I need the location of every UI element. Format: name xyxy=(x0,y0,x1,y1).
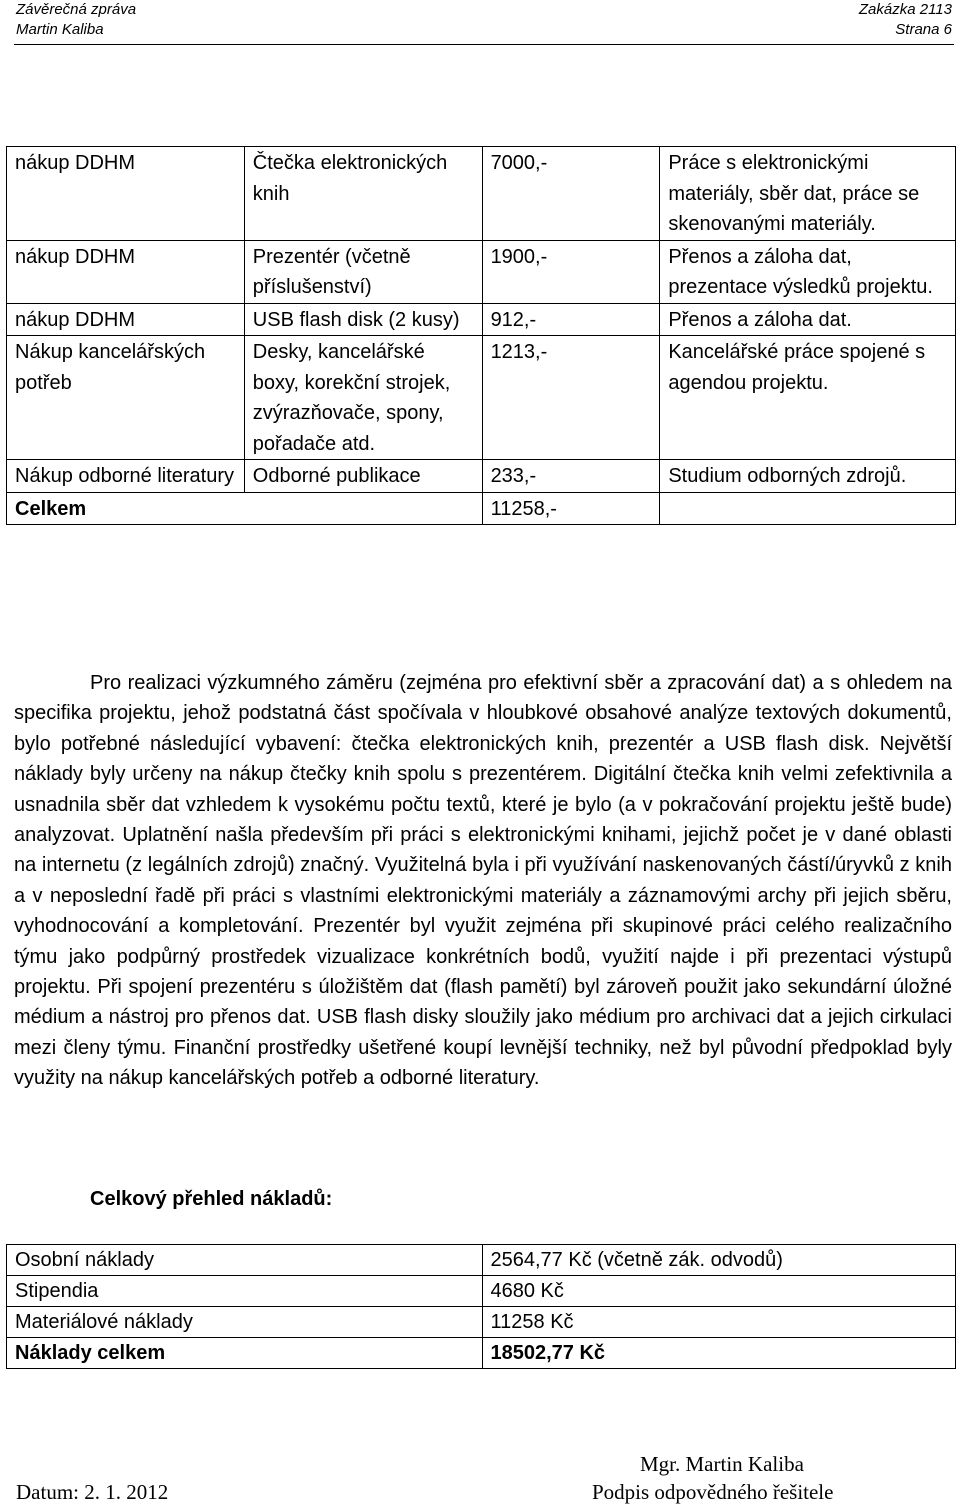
table-row xyxy=(7,303,956,336)
amount-cell: 7000,- xyxy=(482,147,660,241)
table-row xyxy=(7,1276,956,1307)
header-right xyxy=(859,0,952,40)
table-row xyxy=(7,460,956,493)
table-row xyxy=(7,240,956,303)
purpose-cell: Přenos a záloha dat. xyxy=(660,303,956,336)
item-cell: Čtečka elektronických knih xyxy=(244,147,482,241)
paragraph: Pro realizaci výzkumného záměru (zejména pro efektivní sběr a zpracování dat) a s ohledem na specifika projektu, jehož podstatná část spočívala v hloubkové obsahové analýze textových dokumentů, bylo potřebné následující vybavení: čtečka elektronických knih, prezentér a USB flash disk. Největší náklady byly určeny na nákup čtečky knih spolu s prezentérem. Digitální čtečka knih velmi zefektivnila a usnadnila sběr dat vzhledem k vysokému počtu textů, které je bylo (a v pokračování projektu ještě bude) analyzovat. Uplatnění našla především při práci s elektronickými knihami, jejichž počet je v dané oblasti na internetu (z legálních zdrojů) značný. Využitelná byla i při využívání naskenovaných částí/úryvků z knih a v neposlední řadě při práci s vlastními elektronickými materiály a záznamovými archy při jejich sběru, vyhodnocování a kompletování. Prezentér byl využit zejména při skupinové práci celého realizačního týmu jako podpůrný prostředek vizualizace konkrétních bodů, využití najde i při prezentaci výstupů projektu. Při spojení prezentéru s úložištěm dat (flash pamětí) byl zároveň použit jako sekundární úložné médium a nástroj pro přenos dat. USB flash disky sloužily jako médium pro archivaci dat a jejich cirkulaci mezi členy týmu. Finanční prostředky ušetřené koupí levnější techniky, než byl původní předpoklad byly využity na nákup kancelářských potřeb a odborné literatury. xyxy=(14,672,952,1090)
signature-label: Podpis odpovědného řešitele xyxy=(592,1480,834,1504)
item-cell: Prezentér (včetně příslušenství) xyxy=(244,240,482,303)
purpose-cell: Studium odborných zdrojů. xyxy=(660,460,956,493)
item-cell: USB flash disk (2 kusy) xyxy=(244,303,482,336)
document-title: Závěrečná zpráva xyxy=(16,1,137,18)
total-value: 11258,- xyxy=(482,492,660,525)
category-cell: nákup DDHM xyxy=(7,303,245,336)
category-cell: nákup DDHM xyxy=(7,240,245,303)
table-row-total xyxy=(7,1338,956,1369)
total-row xyxy=(7,492,956,525)
purpose-cell: Práce s elektronickými materiály, sběr dat, práce se skenovanými materiály. xyxy=(660,147,956,241)
summary-table xyxy=(6,1244,956,1369)
table-row xyxy=(7,336,956,460)
body-text xyxy=(14,668,952,1094)
overview-title: Celkový přehled nákladů: xyxy=(90,1188,333,1210)
category-cell: Nákup kancelářských potřeb xyxy=(7,336,245,460)
amount-cell: 1900,- xyxy=(482,240,660,303)
amount-cell: 1213,- xyxy=(482,336,660,460)
cost-value: 18502,77 Kč xyxy=(482,1338,956,1369)
total-empty-cell xyxy=(660,492,956,525)
author-name: Martin Kaliba xyxy=(16,21,104,38)
cost-label: Stipendia xyxy=(7,1276,483,1307)
item-cell: Odborné publikace xyxy=(244,460,482,493)
table-row xyxy=(7,147,956,241)
cost-value: 11258 Kč xyxy=(482,1307,956,1338)
purpose-cell: Přenos a záloha dat, prezentace výsledků projektu. xyxy=(660,240,956,303)
order-number: Zakázka 2113 xyxy=(858,1,952,18)
purpose-cell: Kancelářské práce spojené s agendou projektu. xyxy=(660,336,956,460)
signer-name: Mgr. Martin Kaliba xyxy=(640,1452,804,1476)
header-left xyxy=(16,0,136,40)
cost-label: Náklady celkem xyxy=(7,1338,483,1369)
date: Datum: 2. 1. 2012 xyxy=(16,1480,169,1504)
amount-cell: 233,- xyxy=(482,460,660,493)
table-row xyxy=(7,1245,956,1276)
amount-cell: 912,- xyxy=(482,303,660,336)
cost-label: Materiálové náklady xyxy=(7,1307,483,1338)
item-cell: Desky, kancelářské boxy, korekční strojek, zvýrazňovače, spony, pořadače atd. xyxy=(244,336,482,460)
page-number: Strana 6 xyxy=(895,21,952,38)
table-row xyxy=(7,1307,956,1338)
category-cell: nákup DDHM xyxy=(7,147,245,241)
header-divider xyxy=(14,44,954,45)
category-cell: Nákup odborné literatury xyxy=(7,460,245,493)
budget-table xyxy=(6,146,956,525)
cost-value: 4680 Kč xyxy=(482,1276,956,1307)
cost-value: 2564,77 Kč (včetně zák. odvodů) xyxy=(482,1245,956,1276)
total-label: Celkem xyxy=(7,492,483,525)
cost-label: Osobní náklady xyxy=(7,1245,483,1276)
